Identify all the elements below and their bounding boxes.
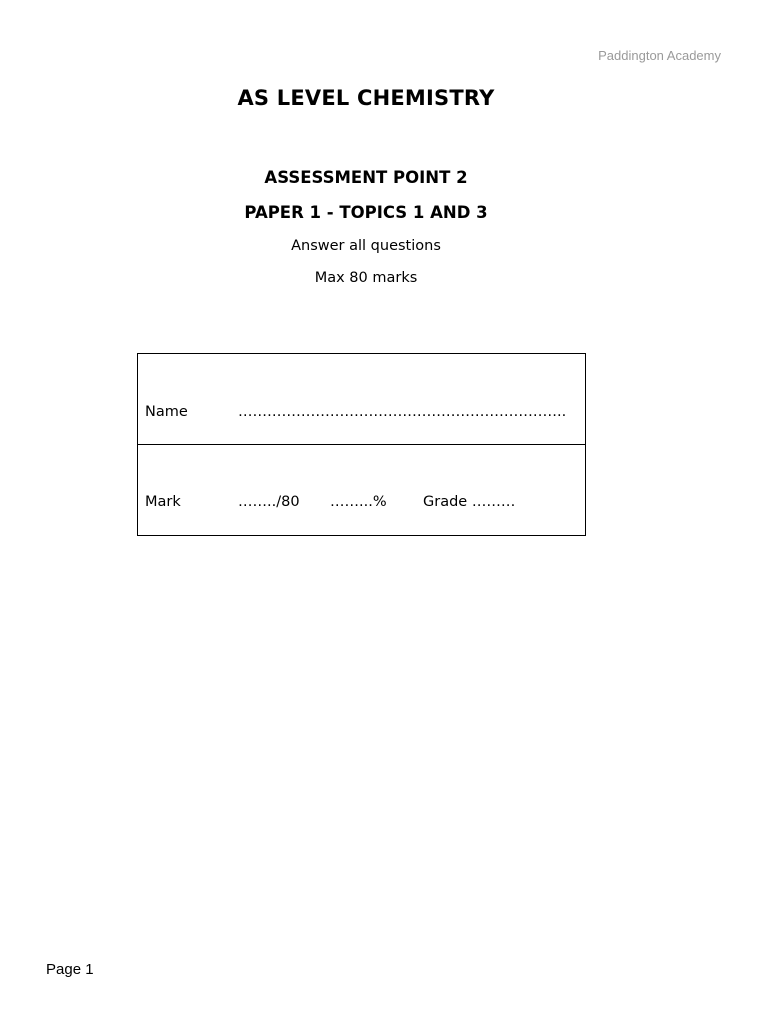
paper-subtitle: PAPER 1 - TOPICS 1 AND 3 — [244, 203, 488, 222]
document-title: AS LEVEL CHEMISTRY — [237, 86, 495, 110]
grade-field[interactable]: Grade ……… — [423, 494, 516, 510]
max-marks-instruction: Max 80 marks — [314, 270, 418, 286]
name-field[interactable]: ………………………………………………………….. — [238, 404, 567, 420]
mark-row — [138, 445, 585, 535]
mark-label: Mark — [145, 494, 181, 510]
name-label: Name — [145, 404, 188, 420]
name-row — [138, 354, 585, 445]
school-name-header: Paddington Academy — [598, 48, 721, 63]
page-number: Page 1 — [46, 961, 94, 978]
mark-score-field[interactable]: ……../80 — [238, 494, 300, 510]
assessment-subtitle: ASSESSMENT POINT 2 — [264, 168, 468, 187]
mark-percent-field[interactable]: ……...% — [330, 494, 387, 510]
answer-instruction: Answer all questions — [291, 238, 441, 254]
student-info-box — [137, 353, 586, 536]
